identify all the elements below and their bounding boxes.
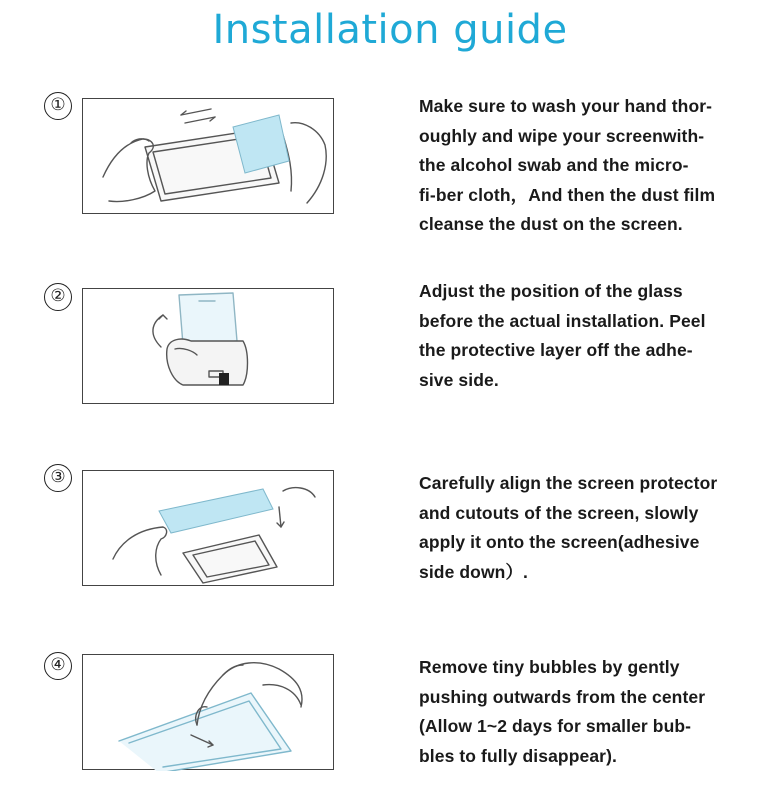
step-description: Carefully align the screen protector and cutouts of the screen, slowly apply it onto the screen(adhesive side down）.	[419, 473, 718, 582]
peel-protective-layer-icon	[83, 289, 335, 405]
step-description: Adjust the position of the glass before the actual installation. Peel the protective layer off the adhe- sive side.	[419, 281, 706, 390]
step-description: Make sure to wash your hand thor- oughly and wipe your screenwith- the alcohol swab and the micro- fi-ber cloth，And then the dust film cleanse the dust on the screen.	[419, 96, 716, 234]
step-number: ②	[44, 283, 72, 311]
step-2	[0, 280, 780, 420]
step-3	[0, 460, 780, 600]
align-protector-icon	[83, 471, 335, 587]
step-illustration	[82, 470, 334, 586]
step-number: ④	[44, 652, 72, 680]
page-title: Installation guide	[212, 7, 568, 53]
step-1	[0, 88, 780, 234]
step-illustration	[82, 288, 334, 404]
step-4	[0, 648, 780, 788]
wiping-screen-icon	[83, 99, 335, 215]
push-bubbles-icon	[83, 655, 335, 771]
step-number: ③	[44, 464, 72, 492]
step-number: ①	[44, 92, 72, 120]
step-illustration	[82, 654, 334, 770]
step-illustration	[82, 98, 334, 214]
step-description: Remove tiny bubbles by gently pushing outwards from the center (Allow 1~2 days for smaller bub- bles to fully disappear).	[419, 657, 706, 766]
